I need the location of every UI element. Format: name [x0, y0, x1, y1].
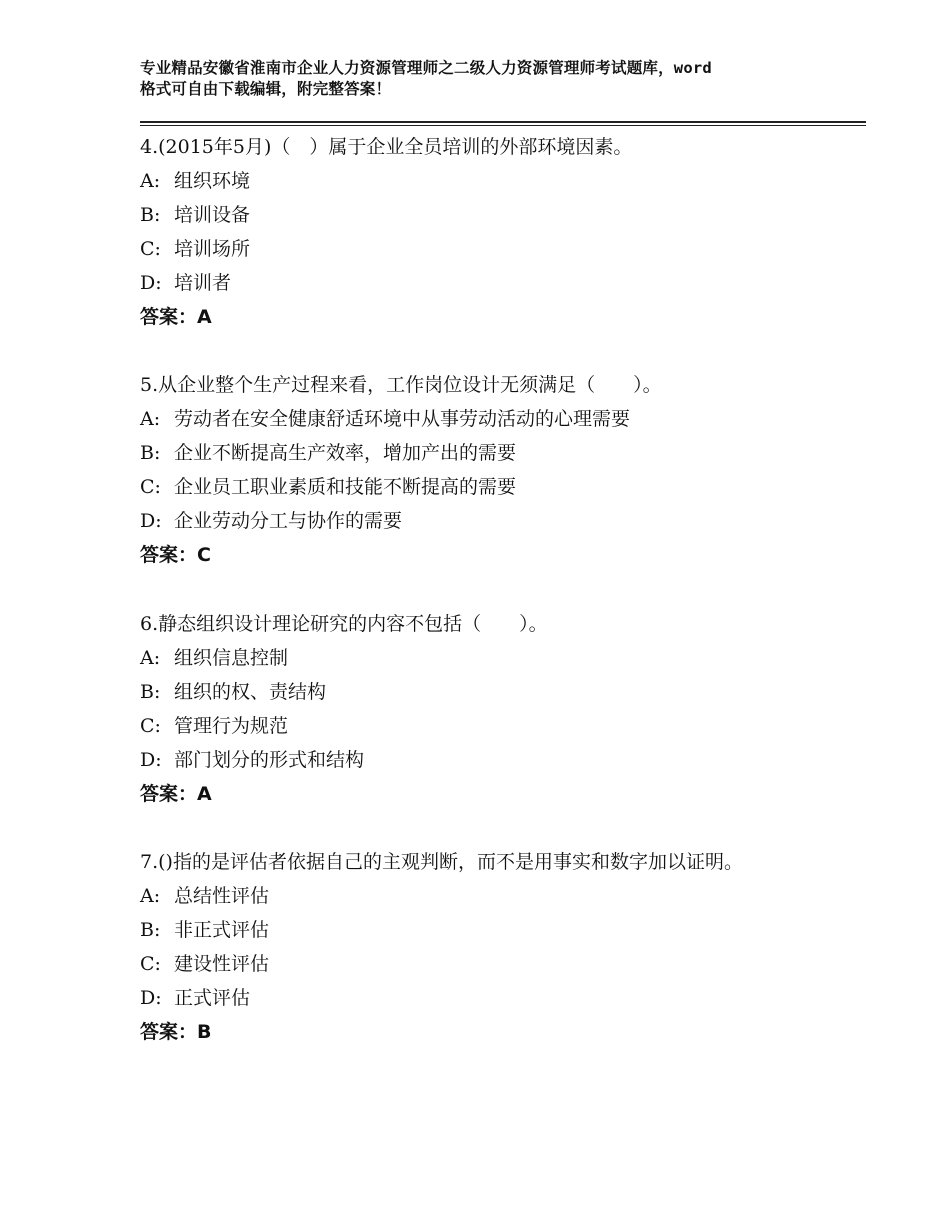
option-c — [140, 709, 800, 743]
option-text: 组织信息控制 — [174, 647, 289, 669]
option-text: 组织的权、责结构 — [174, 681, 327, 703]
option-text: 非正式评估 — [174, 919, 270, 941]
question-6 — [140, 607, 800, 811]
option-text: 建设性评估 — [174, 953, 270, 975]
option-text: 企业劳动分工与协作的需要 — [174, 510, 403, 532]
option-letter: A: — [140, 170, 161, 192]
option-text: 企业不断提高生产效率，增加产出的需要 — [174, 442, 517, 464]
question-stem: 6.静态组织设计理论研究的内容不包括（ ）。 — [140, 613, 548, 635]
option-letter: D: — [140, 510, 162, 532]
option-c — [140, 232, 800, 266]
option-d — [140, 981, 800, 1015]
option-letter: D: — [140, 272, 162, 294]
option-text: 总结性评估 — [174, 885, 270, 907]
option-letter: C: — [140, 476, 161, 498]
option-text: 培训者 — [174, 272, 232, 294]
option-letter: A: — [140, 408, 161, 430]
option-letter: C: — [140, 238, 161, 260]
option-letter: A: — [140, 885, 161, 907]
option-letter: B: — [140, 204, 161, 226]
question-5 — [140, 368, 800, 572]
option-text: 培训场所 — [174, 238, 251, 260]
option-b — [140, 198, 800, 232]
option-c — [140, 947, 800, 981]
option-a — [140, 164, 800, 198]
header-line-2: 格式可自由下载编辑，附完整答案！ — [140, 80, 392, 98]
answer-label: 答案：A — [140, 306, 212, 328]
header-divider-thick — [140, 121, 866, 123]
option-letter: B: — [140, 919, 161, 941]
option-letter: D: — [140, 987, 162, 1009]
option-text: 组织环境 — [174, 170, 251, 192]
option-letter: A: — [140, 647, 161, 669]
option-letter: C: — [140, 953, 161, 975]
option-text: 部门划分的形式和结构 — [174, 749, 365, 771]
option-text: 劳动者在安全健康舒适环境中从事劳动活动的心理需要 — [174, 408, 631, 430]
document-header — [140, 58, 830, 100]
option-a — [140, 641, 800, 675]
header-line-1: 专业精品安徽省淮南市企业人力资源管理师之二级人力资源管理师考试题库，word — [140, 59, 712, 77]
option-text: 企业员工职业素质和技能不断提高的需要 — [174, 476, 517, 498]
header-divider-thin — [140, 125, 866, 126]
option-d — [140, 266, 800, 300]
option-a — [140, 402, 800, 436]
option-c — [140, 470, 800, 504]
option-b — [140, 436, 800, 470]
option-b — [140, 675, 800, 709]
answer-label: 答案：B — [140, 1021, 212, 1043]
option-letter: D: — [140, 749, 162, 771]
option-d — [140, 743, 800, 777]
answer-label: 答案：A — [140, 783, 212, 805]
question-stem: 4.(2015年5月)（ ）属于企业全员培训的外部环境因素。 — [140, 136, 633, 158]
question-stem: 7.()指的是评估者依据自己的主观判断，而不是用事实和数字加以证明。 — [140, 851, 743, 873]
option-letter: B: — [140, 681, 161, 703]
option-letter: C: — [140, 715, 161, 737]
option-b — [140, 913, 800, 947]
answer-label: 答案：C — [140, 544, 211, 566]
option-text: 管理行为规范 — [174, 715, 289, 737]
option-letter: B: — [140, 442, 161, 464]
option-text: 培训设备 — [174, 204, 251, 226]
option-text: 正式评估 — [174, 987, 251, 1009]
question-4 — [140, 130, 800, 334]
question-7 — [140, 845, 800, 1049]
option-a — [140, 879, 800, 913]
option-d — [140, 504, 800, 538]
question-stem: 5.从企业整个生产过程来看，工作岗位设计无须满足（ ）。 — [140, 374, 662, 396]
